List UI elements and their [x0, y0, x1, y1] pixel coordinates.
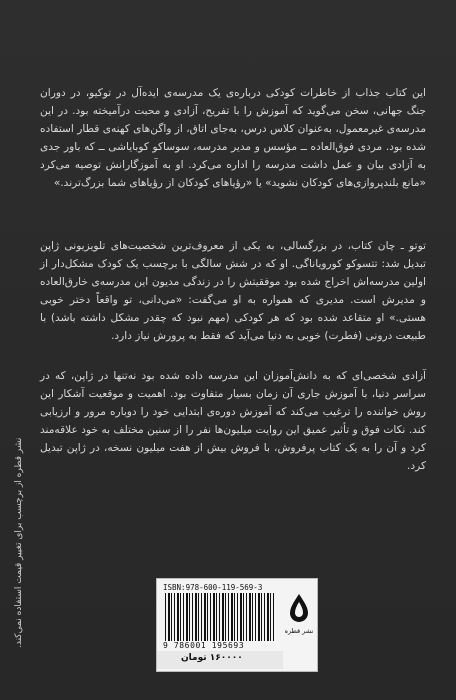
isbn-label: ISBN:978-600-119-569-3 — [163, 583, 263, 592]
droplet-logo-icon — [287, 593, 311, 623]
publisher-name: نشر قطره — [284, 627, 314, 635]
blurb-paragraph-3: آزادی شخصی‌ای که به دانش‌آموزان این مدرسه داده شده بود نه‌تنها در ژاپن، که در سراسر دنیا، با آموزش جاری آن زمان بسیار متفاوت بود. اهمیت و موقعیت آشکار این روش خواننده را ترغیب می‌کند که آموزش دوره‌ی ابتدایی خود را دوباره مرور و ارزیابی کند. نکات فوق و تأثیر عمیق این روایت میلیون‌ها نفر را از سنین مختلف به خود علاقه‌مند کرد و آن را به یک کتاب پرفروش، با فروش بیش از هفت میلیون نسخه، در ژاپن تبدیل کرد. — [40, 370, 426, 472]
barcode-panel — [156, 578, 318, 672]
barcode-icon — [165, 593, 275, 641]
blurb-paragraph-2: توتو ـ چان کتاب، در بزرگسالی، به یکی از معروف‌ترین شخصیت‌های تلویزیونی ژاپن تبدیل شد: تتسوکو کورویاناگی. او که در شش سالگی با برچسب یک کودک مشکل‌دار از اولین مدرسه‌اش اخراج شده بود موفقیتش را در زندگی مدیون این مدرسه‌ی خارق‌العاده و مدیرش است. مدیری که همواره به او می‌گفت: «می‌دانی، تو واقعاً دختر خوبی هستی.» او متقاعد شده بود که هر کودکی (مهم نبود که چقدر مشکل داشته باشد) با طبیعت درونی (فطرت) خوبی به دنیا می‌آید که فقط به پرورش نیاز دارد. — [40, 240, 426, 342]
price-label-notice: نشر قطره از برچسب برای تغییر قیمت استفاده نمی‌کند. — [14, 437, 24, 648]
blurb-paragraph-1: این کتاب جذاب از خاطرات کودکی درباره‌ی یک مدرسه‌ی ایده‌آل در توکیو، در دوران جنگ جهانی، سخن می‌گوید که آموزش را با تفریح، آزادی و محبت درآمیخته بود. در این مدرسه‌ی غیرمعمول، به‌عنوان کلاس درس، به‌جای اتاق، از واگن‌های کهنه‌ی قطار استفاده شده بود. مردی فوق‌العاده ــ مؤسس و مدیر مدرسه، سوساکو کوبایاشی ــ که باور جدی به آزادی بیان و عمل داشت مدرسه را اداره می‌کرد. او به آموزگارانش توصیه می‌کرد «مانع بلندپروازی‌های کودکان نشوید» یا «رؤیاهای کودکان از رؤیاهای شما بزرگ‌ترند.» — [40, 87, 426, 189]
publisher-logo — [283, 593, 313, 649]
barcode-number: 9 786001 195693 — [163, 641, 245, 650]
price-text: ۱۶۰۰۰۰ تومان — [181, 653, 243, 663]
